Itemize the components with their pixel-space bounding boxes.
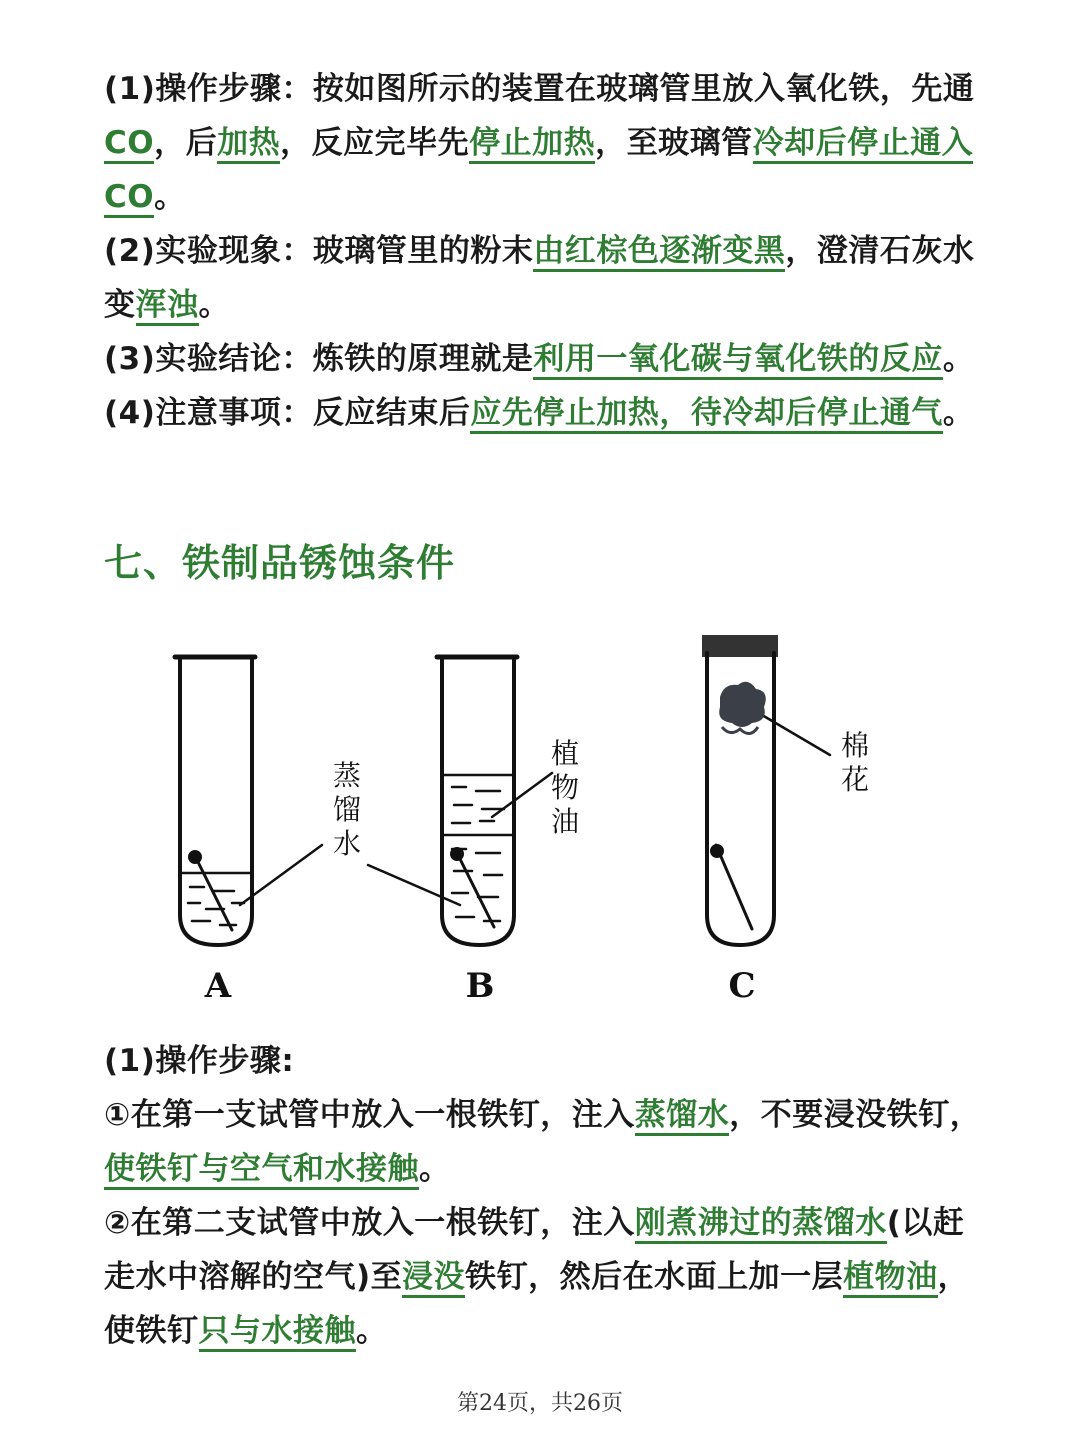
- highlight-text: 冷却后停止通入 CO: [104, 125, 973, 218]
- body-text: (以赶走水中溶解的空气)至: [104, 1205, 965, 1295]
- tube-label-a: A: [204, 966, 232, 1006]
- highlight-text: 刚煮沸过的蒸馏水: [635, 1205, 887, 1244]
- highlight-text: 只与水接触: [199, 1313, 357, 1352]
- page-footer: 第24页，共26页: [457, 1391, 623, 1416]
- body-text: (1)操作步骤：按如图所示的装置在玻璃管里放入氧化铁，先通: [104, 71, 975, 107]
- highlight-text: 蒸馏水: [635, 1097, 730, 1136]
- body-text: ，使铁钉: [104, 1259, 970, 1349]
- test-tube-b: [437, 657, 517, 945]
- paragraph-reduction-steps: [104, 62, 984, 224]
- body-text: 。: [942, 395, 975, 431]
- body-text: ，至玻璃管: [595, 125, 753, 161]
- body-text: 。: [419, 1151, 451, 1187]
- highlight-text: 利用一氧化碳与氧化铁的反应: [533, 341, 943, 380]
- highlight-text: 加热: [217, 125, 280, 164]
- body-text: (3)实验结论：炼铁的原理就是: [104, 341, 534, 377]
- label-distilled-water: 蒸馏水: [332, 759, 362, 860]
- highlight-text: 使铁钉与空气和水接触: [104, 1151, 419, 1190]
- body-text: 铁钉，然后在水面上加一层: [465, 1259, 844, 1295]
- highlight-text: 应先停止加热，待冷却后停止通气: [470, 395, 943, 434]
- highlight-text: 浸没: [402, 1259, 465, 1298]
- test-tube-figure: [140, 625, 900, 1010]
- highlight-text: 由红棕色逐渐变黑: [533, 233, 785, 272]
- test-tube-c: [702, 635, 778, 945]
- body-text: 。: [198, 287, 230, 323]
- body-text: ①在第一支试管中放入一根铁钉，注入: [104, 1097, 635, 1133]
- body-text: ，后: [154, 125, 218, 161]
- label-cotton: 棉花: [840, 729, 870, 796]
- body-text: (4)注意事项：反应结束后: [104, 395, 471, 431]
- tube-label-b: B: [465, 966, 495, 1006]
- paragraph-reduction-notes: [104, 386, 984, 440]
- body-text: ，不要浸没铁钉，: [729, 1097, 982, 1133]
- paragraph-rust-step-2: [104, 1196, 984, 1358]
- body-text: (2)实验现象：玻璃管里的粉末: [104, 233, 534, 269]
- highlight-text: CO: [104, 125, 154, 164]
- body-text: 。: [154, 179, 186, 215]
- paragraph-reduction-conclusion: [104, 332, 984, 386]
- body-text: (1)操作步骤:: [104, 1043, 295, 1079]
- body-text: 。: [942, 341, 975, 377]
- label-vegetable-oil: 植物油: [550, 737, 580, 838]
- paragraph-reduction-phenomenon: [104, 224, 984, 332]
- body-text: ②在第二支试管中放入一根铁钉，注入: [104, 1205, 635, 1241]
- body-text: ，反应完毕先: [280, 125, 470, 161]
- section-heading-rust-conditions: 七、铁制品锈蚀条件: [104, 541, 456, 585]
- body-text: 。: [356, 1313, 388, 1349]
- tube-label-c: C: [728, 966, 756, 1006]
- body-text: ，澄清石灰水变: [104, 233, 975, 323]
- highlight-text: 停止加热: [469, 125, 595, 164]
- highlight-text: 植物油: [843, 1259, 938, 1298]
- cotton-wad: [719, 682, 766, 727]
- paragraph-rust-steps-heading: [104, 1034, 984, 1088]
- highlight-text: 浑浊: [136, 287, 199, 326]
- paragraph-rust-step-1: [104, 1088, 984, 1196]
